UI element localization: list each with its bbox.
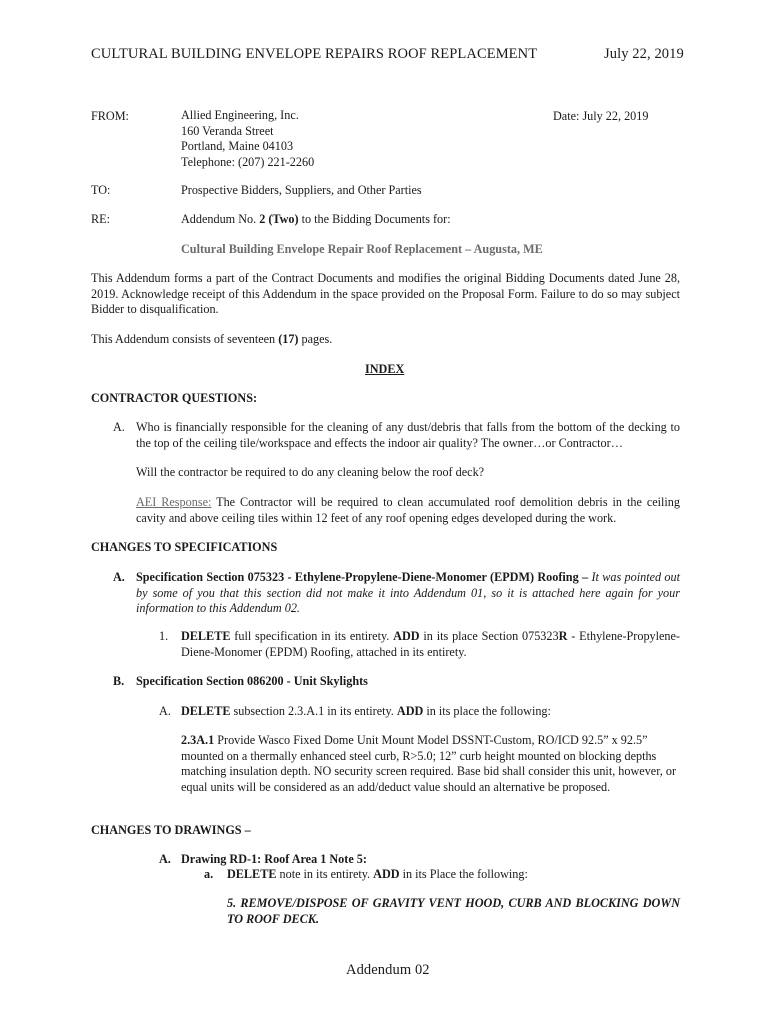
document-header-date: July 22, 2019 bbox=[604, 46, 684, 62]
drawing-a-letter: A. bbox=[159, 852, 171, 866]
memo-date: Date: July 22, 2019 bbox=[553, 109, 649, 123]
re-text bbox=[181, 212, 451, 227]
drawing-a-title: Drawing RD-1: Roof Area 1 Note 5: bbox=[181, 852, 367, 866]
spec-a-note: It was pointed out by some of you that this section did not make it into Addendum 01, so it is attached here again for your information to this Addendum 02. bbox=[136, 570, 680, 615]
contractor-questions-heading: CONTRACTOR QUESTIONS: bbox=[91, 391, 258, 405]
drawing-aa-text bbox=[227, 867, 528, 882]
from-city: Portland, Maine 04103 bbox=[181, 139, 294, 153]
addendum-number: 2 (Two) bbox=[259, 212, 299, 226]
spec-a1-add: ADD bbox=[393, 629, 420, 643]
intro-paragraph: This Addendum forms a part of the Contract Documents and modifies the original Bidding Documents dated June 28, 2019. Acknowledge receipt of this Addendum in the space provided on the Proposal Form. Failure to do so may subject Bidder to disqualification. bbox=[91, 271, 680, 316]
spec-b-letter: B. bbox=[113, 674, 125, 688]
question-a-letter: A. bbox=[113, 420, 125, 434]
spec-a-letter: A. bbox=[113, 570, 125, 584]
drawing-aa-mid: note in its entirety. bbox=[276, 867, 374, 881]
specifications-heading: CHANGES TO SPECIFICATIONS bbox=[91, 540, 278, 554]
re-suffix: to the Bidding Documents for: bbox=[298, 212, 451, 226]
re-prefix: Addendum No. bbox=[181, 212, 260, 226]
to-recipients: Prospective Bidders, Suppliers, and Other Parties bbox=[181, 183, 422, 197]
re-label: RE: bbox=[91, 212, 110, 226]
aei-response-label: AEI Response: bbox=[136, 495, 212, 509]
spec-a1-mid: full specification in its entirety. bbox=[230, 629, 394, 643]
page-count-text bbox=[91, 332, 332, 347]
spec-a1-r: R bbox=[558, 629, 568, 643]
question-a-text: Who is financially responsible for the cleaning of any dust/debris that falls from the bottom of the decking to the top of the ceiling tile/workspace and effects the indoor air quality? The owner…or Contractor… bbox=[136, 420, 680, 450]
spec-ba-delete: DELETE bbox=[181, 704, 231, 718]
roof-note-5: 5. REMOVE/DISPOSE OF GRAVITY VENT HOOD, CURB AND BLOCKING DOWN TO ROOF DECK. bbox=[227, 896, 680, 926]
aei-response-text: The Contractor will be required to clean accumulated roof demolition debris in the ceiling cavity and above ceiling tiles within 12 feet of any roof opening edges developed during the work. bbox=[136, 495, 680, 525]
drawings-heading: CHANGES TO DRAWINGS – bbox=[91, 823, 251, 837]
drawing-aa-delete: DELETE bbox=[227, 867, 277, 881]
spec-ba-mid: subsection 2.3.A.1 in its entirety. bbox=[230, 704, 397, 718]
page-footer: Addendum 02 bbox=[346, 962, 430, 978]
index-heading: INDEX bbox=[365, 362, 405, 376]
spec-a1-mid2: in its place Section 075323 bbox=[419, 629, 559, 643]
from-street: 160 Veranda Street bbox=[181, 123, 274, 138]
drawing-aa-add: ADD bbox=[373, 867, 400, 881]
from-company: Allied Engineering, Inc. bbox=[181, 108, 299, 122]
spec-a1-end: - Ethylene-Propylene-Diene-Monomer (EPDM) Roofing, attached in its entirety. bbox=[181, 629, 680, 659]
spec-a-title: Specification Section 075323 - Ethylene-Propylene-Diene-Monomer (EPDM) Roofing – bbox=[136, 570, 592, 584]
from-address bbox=[181, 108, 314, 170]
spec-ba-add: ADD bbox=[396, 704, 424, 718]
drawing-aa-end: in its Place the following: bbox=[399, 867, 528, 881]
to-label: TO: bbox=[91, 183, 111, 197]
spec-a1-text bbox=[181, 629, 680, 660]
aei-response bbox=[136, 495, 680, 526]
project-title: Cultural Building Envelope Repair Roof Replacement – Augusta, ME bbox=[181, 242, 543, 256]
page-count-suffix: pages. bbox=[298, 332, 333, 346]
spec-ba-text bbox=[181, 704, 551, 719]
document-header-title: CULTURAL BUILDING ENVELOPE REPAIRS ROOF REPLACEMENT bbox=[91, 46, 538, 62]
from-label: FROM: bbox=[91, 109, 129, 123]
spec-a1-delete: DELETE bbox=[181, 629, 231, 643]
spec-a-text bbox=[136, 570, 680, 617]
spec-ba-end: in its place the following: bbox=[423, 704, 551, 718]
spec-a1-number: 1. bbox=[159, 629, 169, 643]
spec-b-title: Specification Section 086200 - Unit Skylights bbox=[136, 674, 368, 688]
page-count-number: (17) bbox=[278, 332, 299, 346]
question-a-followup: Will the contractor be required to do any cleaning below the roof deck? bbox=[136, 465, 485, 479]
drawing-aa-letter: a. bbox=[204, 867, 214, 881]
spec-skylight-ref: 2.3A.1 bbox=[181, 733, 215, 747]
spec-ba-letter: A. bbox=[159, 704, 171, 718]
page-count-prefix: This Addendum consists of seventeen bbox=[91, 332, 279, 346]
spec-skylight-text bbox=[181, 733, 680, 795]
spec-skylight-body: Provide Wasco Fixed Dome Unit Mount Model DSSNT-Custom, RO/ICD 92.5” x 92.5” mounted on a thermally enhanced steel curb, R>5.0; 12” curb height mounted on blocking depths matching insulation depth. NO security screen required. Base bid shall consider this unit, however, or equal units will be considered as an add/deduct value should an alternative be proposed. bbox=[181, 733, 677, 794]
from-phone: Telephone: (207) 221-2260 bbox=[181, 154, 315, 169]
